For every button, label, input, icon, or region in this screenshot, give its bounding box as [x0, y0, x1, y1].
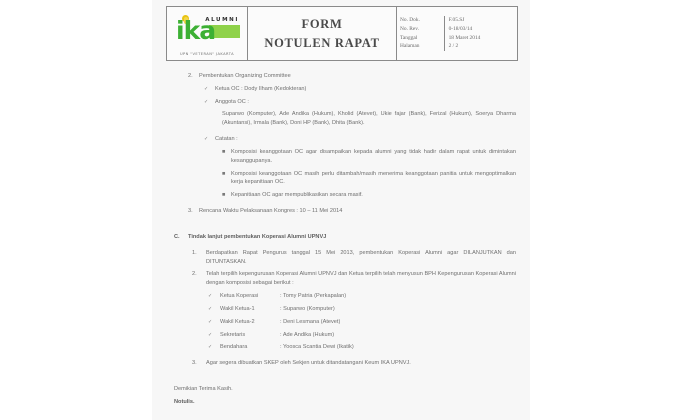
roster-separator: :: [280, 344, 282, 351]
section-c-item-1: [192, 249, 516, 267]
roster-role: Ketua Koperasi: [220, 293, 259, 300]
roster-name: Ade Andika (Hukum): [282, 331, 335, 338]
check-icon: ✓: [204, 136, 209, 143]
meta-label-halaman: Halaman: [400, 43, 420, 50]
roster-name: Yoosca Scantia Dewi (Ikatik): [283, 344, 354, 351]
roster-entry: [220, 318, 516, 327]
section-title: Tindak lanjut pembentukan Koperasi Alumni UPNVJ: [188, 233, 327, 240]
list-item-ketua-oc: [204, 85, 516, 94]
list-item-pembentukan-oc: [188, 72, 516, 81]
check-icon: ✓: [208, 293, 213, 300]
list-number: 3.: [188, 208, 193, 215]
roster-separator: :: [280, 331, 282, 338]
roster-entry: [220, 331, 516, 340]
list-item-anggota-oc: [204, 98, 516, 107]
list-number: 2.: [192, 271, 197, 278]
bullet-text: Komposisi keanggotaan OC agar disampaikan kepada alumni yang tidak hadir dalam rapat untuk dimintakan kesanggupanya.: [231, 148, 516, 164]
roster-row-bendahara: [208, 343, 516, 352]
document-body: [166, 72, 516, 407]
meta-label-tanggal: Tanggal: [400, 34, 418, 41]
catatan-bullet-1: [222, 148, 516, 166]
check-icon: ✓: [208, 318, 213, 325]
page-content: [152, 0, 530, 420]
check-icon: ✓: [208, 344, 213, 351]
roster-row-ketua-koperasi: [208, 292, 516, 301]
roster-row-wakil-ketua-2: [208, 318, 516, 327]
list-text: Agar segera dibuatkan SKEP oleh Sekjen untuk ditandatangani Keum IKA UPNVJ.: [206, 360, 411, 367]
meta-value-halaman: 2 / 2: [444, 42, 517, 51]
bullet-icon: ■: [222, 192, 226, 199]
check-icon: ✓: [204, 98, 209, 105]
bullet-icon: ■: [222, 170, 226, 177]
roster-role: Sekretaris: [220, 331, 246, 338]
bullet-text: Kepanitiaan OC agar mempublikasikan secara masif.: [231, 192, 363, 199]
check-icon: ✓: [208, 331, 213, 338]
closing-thanks: Demikian Terima Kasih.: [174, 386, 233, 393]
roster-name: Deni Lesmana (Atevet): [283, 318, 341, 325]
document-meta-cell: [397, 7, 518, 61]
form-title-line1: FORM: [301, 17, 343, 32]
meta-row-tanggal: [397, 34, 517, 43]
meta-label-no-rev: No. Rev.: [400, 25, 419, 32]
form-title-cell: [248, 7, 397, 61]
logo-subtitle: UPN "VETERAN" JAKARTA: [179, 51, 235, 56]
roster-entry: [220, 343, 516, 352]
meta-value-tanggal: 18 Maret 2014: [444, 34, 517, 43]
document-header-table: [166, 6, 518, 61]
meta-label-no-dok: No. Dok.: [400, 17, 420, 23]
list-text: Rencana Waktu Pelaksanaan Kongres : 10 – 11 Mei 2014: [199, 208, 343, 215]
list-text: Anggota OC :: [215, 98, 249, 105]
ika-alumni-logo-icon: [174, 13, 240, 55]
list-text: Catatan :: [215, 136, 238, 143]
roster-separator: :: [280, 305, 282, 312]
oc-members-paragraph: Suparwo (Komputer), Ade Andika (Hukum), Kholid (Atevet), Ukie fajar (Bank), Ferizal (Hukum), Soerya Dharma (Akuntansi), Irmala (Bank), Doni HP (Bank), Dhita (Bank).: [222, 111, 516, 127]
meta-row-halaman: [397, 42, 517, 51]
list-text: Pembentukan Organizing Committee: [199, 73, 291, 79]
list-number: 1.: [192, 249, 197, 256]
scanned-page: [152, 0, 530, 420]
roster-role: Wakil Ketua-1: [220, 305, 255, 312]
roster-separator: :: [280, 318, 282, 325]
section-c-item-2: [192, 270, 516, 288]
check-icon: ✓: [204, 85, 209, 92]
closing-signer: Notulis.: [174, 398, 195, 405]
form-title-line2: NOTULEN RAPAT: [264, 35, 380, 50]
catatan-bullet-2: [222, 170, 516, 188]
list-number: 3.: [192, 360, 197, 367]
list-item-rencana-waktu: [188, 207, 516, 216]
check-icon: ✓: [208, 305, 213, 312]
meta-row-no-rev: [397, 25, 517, 34]
list-text: Ketua OC : Dody Ilham (Kedokteran): [215, 85, 307, 92]
roster-role: Bendahara: [220, 344, 248, 351]
roster-row-wakil-ketua-1: [208, 305, 516, 314]
roster-entry: [220, 305, 516, 314]
section-c-item-3: [192, 359, 516, 368]
roster-separator: :: [280, 293, 282, 300]
meta-value-no-dok: F.05.SJ: [444, 16, 517, 25]
logo-wordmark: ika: [176, 15, 216, 45]
list-item-catatan: [204, 135, 516, 144]
meta-row-no-dok: [397, 16, 517, 25]
roster-row-sekretaris: [208, 331, 516, 340]
list-number: 2.: [188, 73, 193, 79]
roster-name: Suparwo (Komputer): [283, 305, 335, 312]
bullet-text: Komposisi keanggotaan OC masih perlu ditambah/masih menerima keanggotaan panitia untuk mengoptimalkan kerja kepanitiaan OC.: [231, 170, 516, 186]
meta-value-no-rev: 0-18/03/14: [444, 25, 517, 34]
catatan-bullet-3: [222, 191, 516, 200]
section-letter: C.: [174, 233, 180, 240]
logo-alumni-text: ALUMNI: [205, 16, 239, 23]
roster-name: Tomy Patria (Perkapalan): [283, 293, 347, 300]
roster-role: Wakil Ketua-2: [220, 318, 255, 325]
list-text: Telah terpilih kepengurusan Koperasi Alumni UPNVJ dan Ketua terpilih telah menyusun BPH Kepengurusan Koperasi Alumni dengan komposisi sebagai berikut :: [206, 271, 516, 287]
list-text: Berdapatkan Rapat Pengurus tanggal 15 Mei 2013, pembentukan Koperasi Alumni agar DILANJUTKAN dan DITUNTASKAN.: [206, 249, 516, 265]
bullet-icon: ■: [222, 148, 226, 155]
section-heading-c: [174, 233, 516, 242]
logo-cell: [167, 7, 248, 61]
document-meta-table: [397, 16, 517, 51]
roster-entry: [220, 292, 516, 301]
